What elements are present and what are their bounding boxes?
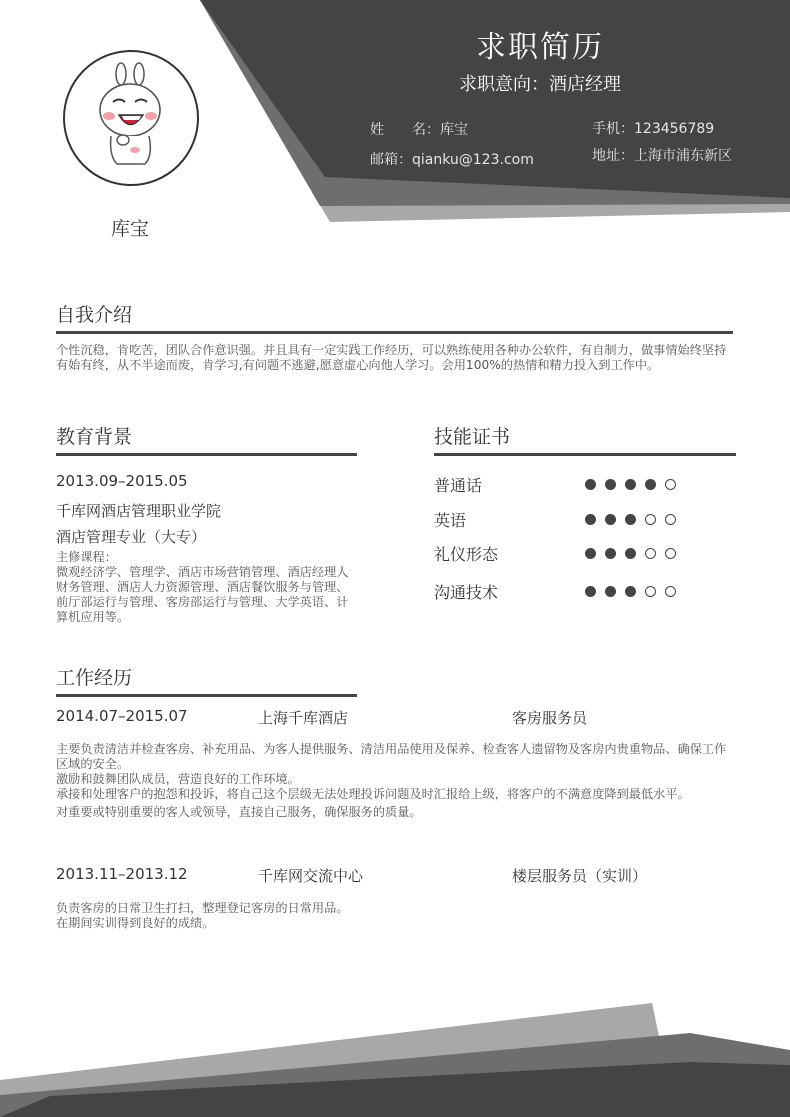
job-description <box>56 901 728 931</box>
skill-name: 英语 <box>434 511 467 530</box>
email-label: 邮箱： <box>370 152 412 168</box>
section-divider-about <box>56 331 733 334</box>
filled-dot-icon <box>625 514 636 525</box>
job-intent <box>440 70 640 96</box>
empty-dot-icon <box>645 586 656 597</box>
name-info <box>370 119 468 139</box>
job-position: 楼层服务员（实训） <box>512 867 648 885</box>
job-position: 客房服务员 <box>512 709 588 727</box>
skill-rating <box>585 548 676 559</box>
filled-dot-icon <box>625 548 636 559</box>
skill-rating <box>585 514 676 525</box>
job-period: 2014.07–2015.07 <box>56 707 188 725</box>
bunny-avatar-icon <box>65 52 197 184</box>
courses-label: 主修课程： <box>56 550 117 564</box>
filled-dot-icon <box>645 479 656 490</box>
empty-dot-icon <box>665 479 676 490</box>
section-divider-education <box>56 453 357 456</box>
filled-dot-icon <box>625 479 636 490</box>
job-description <box>56 742 728 820</box>
avatar <box>63 50 199 186</box>
empty-dot-icon <box>645 548 656 559</box>
job-duty: 承接和处理客户的抱怨和投诉，将自己这个层级无法处理投诉问题及时汇报给上级，将客户的不满意度降到最低水平。 <box>56 787 690 801</box>
job-company: 千库网交流中心 <box>258 867 364 885</box>
job-duty: 对重要或特别重要的客人或领导，直接自己服务，确保服务的质量。 <box>56 805 422 819</box>
address-label: 地址： <box>592 148 634 164</box>
filled-dot-icon <box>585 479 596 490</box>
job-period: 2013.11–2013.12 <box>56 865 188 883</box>
job-duty: 在期间实训得到良好的成绩。 <box>56 916 215 930</box>
skill-name: 普通话 <box>434 476 483 495</box>
section-divider-skills <box>434 453 736 456</box>
filled-dot-icon <box>625 586 636 597</box>
education-school: 千库网酒店管理职业学院 <box>56 502 222 520</box>
phone-label: 手机： <box>592 121 634 137</box>
section-title-skills: 技能证书 <box>434 426 511 448</box>
section-title-education: 教育背景 <box>56 426 133 448</box>
skill-rating <box>585 586 676 597</box>
name-value: 库宝 <box>440 122 468 138</box>
avatar-name: 库宝 <box>110 218 149 240</box>
section-title-about: 自我介绍 <box>56 304 133 326</box>
job-duty: 激励和鼓舞团队成员，营造良好的工作环境。 <box>56 772 300 786</box>
address-info <box>592 145 732 165</box>
filled-dot-icon <box>605 479 616 490</box>
empty-dot-icon <box>665 514 676 525</box>
filled-dot-icon <box>605 548 616 559</box>
empty-dot-icon <box>645 514 656 525</box>
about-text: 个性沉稳，肯吃苦，团队合作意识强。并且具有一定实践工作经历，可以熟练使用各种办公软件，有自制力，做事情始终坚持有始有终，从不半途而废，肯学习,有问题不逃避,愿意虚心向他人学习。会用100%的热情和精力投入到工作中。 <box>56 343 727 372</box>
filled-dot-icon <box>605 514 616 525</box>
job-intent-value: 酒店经理 <box>549 74 621 95</box>
section-divider-work <box>56 694 357 697</box>
filled-dot-icon <box>585 548 596 559</box>
job-duty: 主要负责清洁并检查客房、补充用品、为客人提供服务、清洁用品使用及保养、检查客人遗留物及客房内贵重物品、确保工作区域的安全。 <box>56 742 727 771</box>
phone-value: 123456789 <box>634 121 715 137</box>
filled-dot-icon <box>585 514 596 525</box>
section-title-work: 工作经历 <box>56 667 133 689</box>
skill-name: 礼仪形态 <box>434 545 499 564</box>
email-value: qianku@123.com <box>412 152 534 168</box>
name-label: 姓 名： <box>370 122 440 138</box>
phone-info <box>592 118 714 138</box>
job-company: 上海千库酒店 <box>258 709 349 727</box>
education-courses <box>56 550 352 625</box>
job-duty: 负责客房的日常卫生打扫，整理登记客房的日常用品。 <box>56 901 349 915</box>
skill-rating <box>585 479 676 490</box>
courses-list: 微观经济学、管理学、酒店市场营销管理、酒店经理人财务管理、酒店人力资源管理、酒店餐饮服务与管理、前厅部运行与管理、客房部运行与管理、大学英语、计算机应用等。 <box>56 565 349 624</box>
job-intent-label: 求职意向： <box>459 74 549 95</box>
resume-title: 求职简历 <box>476 30 604 65</box>
filled-dot-icon <box>585 586 596 597</box>
address-value: 上海市浦东新区 <box>634 148 732 164</box>
skill-name: 沟通技术 <box>434 583 499 602</box>
email-info <box>370 149 534 169</box>
empty-dot-icon <box>665 586 676 597</box>
education-period: 2013.09–2015.05 <box>56 472 188 490</box>
education-major: 酒店管理专业（大专） <box>56 528 207 546</box>
filled-dot-icon <box>605 586 616 597</box>
empty-dot-icon <box>665 548 676 559</box>
